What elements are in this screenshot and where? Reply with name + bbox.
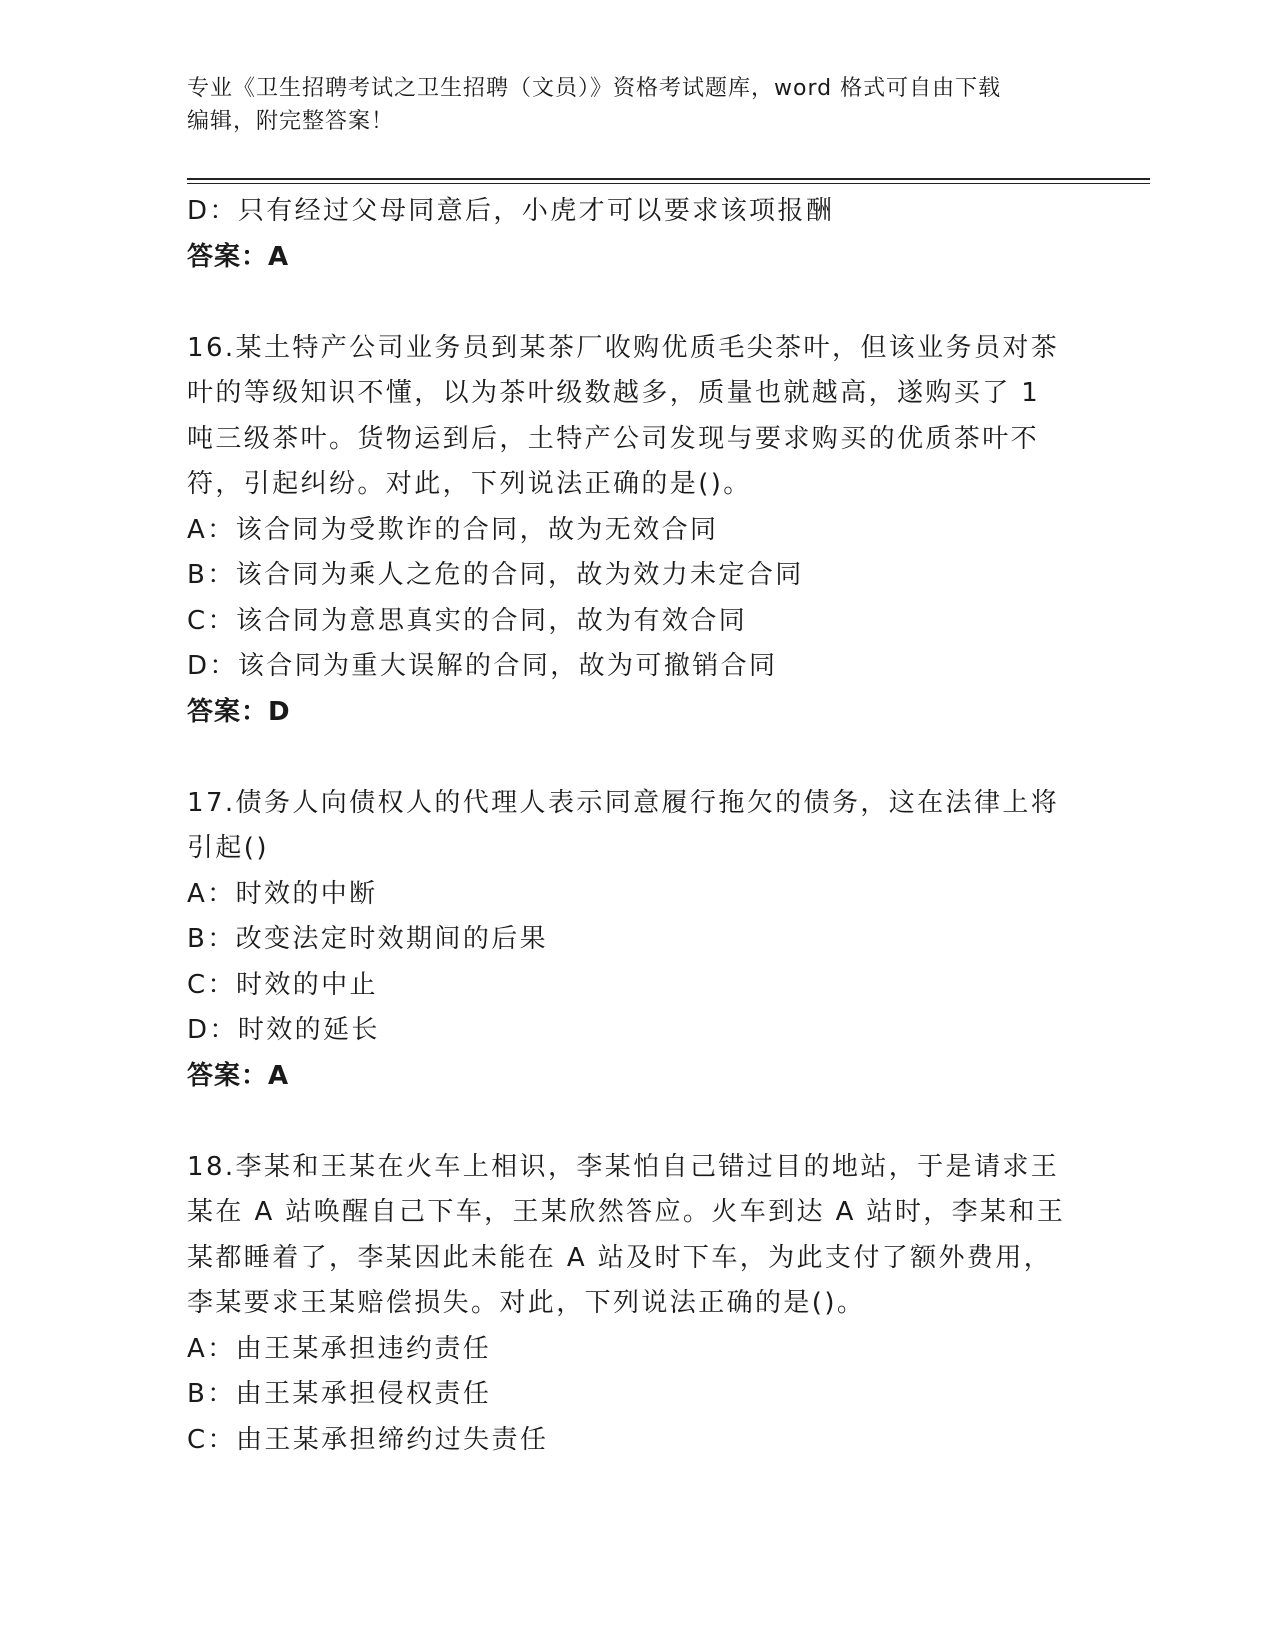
option-b: B：该合同为乘人之危的合同，故为效力未定合同	[187, 560, 804, 590]
question-16	[187, 326, 1087, 736]
question-18	[187, 1145, 1087, 1464]
question-text-line: 叶的等级知识不懂，以为茶叶级数越多，质量也就越高，遂购买了 1	[187, 378, 1041, 408]
question-text-line: 符，引起纠纷。对此，下列说法正确的是()。	[187, 469, 752, 499]
question-text-line: 17.债务人向债权人的代理人表示同意履行拖欠的债务，这在法律上将	[187, 787, 1060, 818]
question-text-line: 16.某土特产公司业务员到某茶厂收购优质毛尖茶叶，但该业务员对茶	[187, 332, 1060, 363]
page-header	[187, 72, 1077, 138]
header-rule-thin	[187, 183, 1150, 184]
option-a: A：该合同为受欺诈的合同，故为无效合同	[187, 514, 719, 545]
option-c: C：由王某承担缔约过失责任	[187, 1424, 549, 1455]
question-text-line: 吨三级茶叶。货物运到后，土特产公司发现与要求购买的优质茶叶不	[187, 423, 1040, 454]
option-a: A：时效的中断	[187, 878, 378, 909]
header-line-2: 编辑，附完整答案！	[187, 109, 395, 134]
question-text-line: 某都睡着了，李某因此未能在 A 站及时下车，为此支付了额外费用，	[187, 1242, 1053, 1273]
spacer	[187, 1099, 1087, 1145]
question-text-line: 引起()	[187, 833, 269, 863]
option-d: D：该合同为重大误解的合同，故为可撤销合同	[187, 651, 778, 681]
question-text-line: 某在 A 站唤醒自己下车，王某欣然答应。火车到达 A 站时，李某和王	[187, 1197, 1066, 1227]
option-b: B：由王某承担侵权责任	[187, 1379, 492, 1409]
question-text-line: 18.李某和王某在火车上相识，李某怕自己错过目的地站，于是请求王	[187, 1151, 1060, 1182]
header-rule-thick	[187, 178, 1150, 180]
option-c: C：时效的中止	[187, 969, 378, 1000]
prev-question-option-d: D：只有经过父母同意后，小虎才可以要求该项报酬	[187, 196, 835, 226]
answer: 答案：D	[187, 696, 291, 727]
option-a: A：由王某承担违约责任	[187, 1333, 492, 1364]
answer: 答案：A	[187, 1060, 290, 1091]
question-content	[187, 189, 1087, 1463]
question-text-line: 李某要求王某赔偿损失。对此，下列说法正确的是()。	[187, 1288, 866, 1318]
option-c: C：该合同为意思真实的合同，故为有效合同	[187, 605, 748, 636]
option-b: B：改变法定时效期间的后果	[187, 924, 549, 954]
spacer	[187, 280, 1087, 326]
spacer	[187, 735, 1087, 781]
header-line-1: 专业《卫生招聘考试之卫生招聘（文员）》资格考试题库，word 格式可自由下载	[187, 76, 1002, 101]
prev-question-answer: 答案：A	[187, 241, 290, 272]
question-17	[187, 781, 1087, 1100]
option-d: D：时效的延长	[187, 1015, 380, 1045]
